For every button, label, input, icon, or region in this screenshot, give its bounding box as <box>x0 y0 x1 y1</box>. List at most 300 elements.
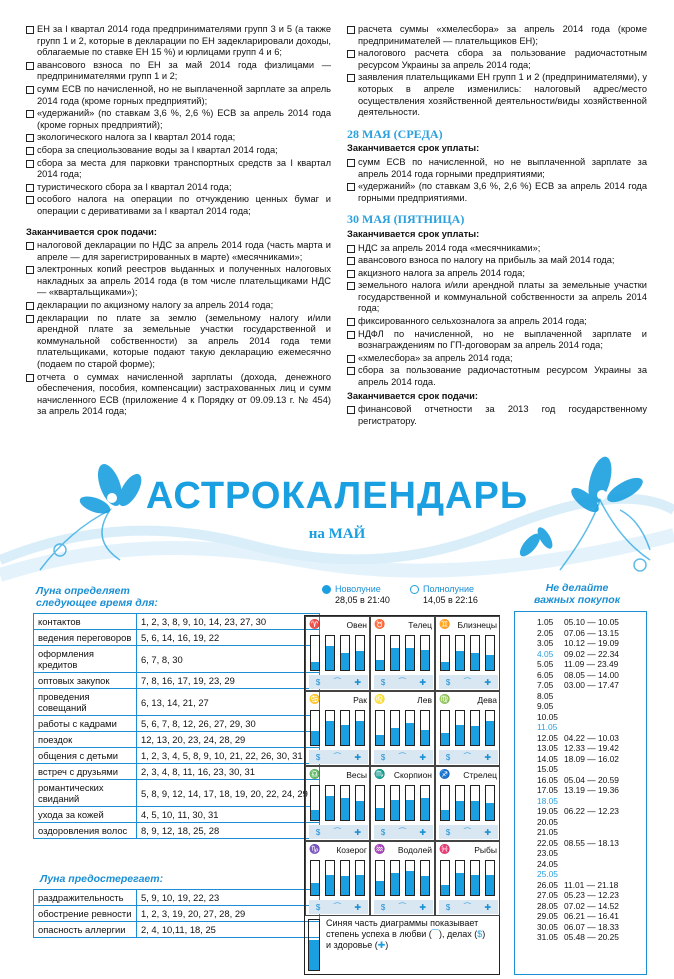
checkbox-icon <box>347 26 355 34</box>
zodiac-cell <box>435 841 500 916</box>
zodiac-bar-business <box>455 860 465 896</box>
zodiac-bar-fill <box>486 721 494 745</box>
zodiac-bar-love <box>375 710 385 746</box>
moon-favorable-title-line2: следующее время для: <box>36 597 158 609</box>
zodiac-sign-icon: ♐ <box>439 769 451 779</box>
zodiac-bar-extra <box>420 785 430 821</box>
moon-warning-title: Луна предостерегает: <box>40 873 164 885</box>
shopping-date: 15.05 <box>537 764 558 774</box>
zodiac-bar-health <box>340 710 350 746</box>
moon-favorable-title <box>36 585 158 609</box>
zodiac-icons-row <box>374 825 433 839</box>
zodiac-sign-icon: ♌ <box>374 694 386 704</box>
shopping-time: 10.12 — 19.09 <box>564 638 619 648</box>
moon-row <box>34 748 320 764</box>
zodiac-bar-business <box>325 785 335 821</box>
zodiac-bar-extra <box>420 635 430 671</box>
checkbox-icon <box>26 134 34 142</box>
zodiac-bar-fill <box>326 646 334 670</box>
zodiac-header <box>439 694 499 706</box>
checklist-item <box>26 313 331 371</box>
shopping-row <box>537 848 646 859</box>
shopping-row <box>537 806 646 817</box>
zodiac-header <box>439 844 499 856</box>
zodiac-bar-business <box>325 710 335 746</box>
zodiac-sign-icon: ♒ <box>374 844 386 854</box>
love-icon: ⁀ <box>334 827 341 837</box>
moon-row-label: проведения совещаний <box>34 689 137 716</box>
shopping-row <box>537 859 646 870</box>
shopping-time <box>564 691 646 702</box>
moon-row-days: 4, 5, 10, 11, 30, 31 <box>137 807 320 823</box>
shopping-row <box>537 817 646 828</box>
zodiac-cell <box>305 841 370 916</box>
checkbox-icon <box>347 270 355 278</box>
zodiac-sign-name: Лев <box>417 695 432 705</box>
checklist-item <box>347 255 647 267</box>
business-icon: $ <box>315 752 321 762</box>
checklist-item <box>347 24 647 47</box>
shopping-time: 11.09 — 23.49 <box>564 659 619 669</box>
shopping-row <box>537 764 646 775</box>
zodiac-icons-row <box>374 900 433 914</box>
checklist-text: декларации по акцизному налогу за апрель 2014 года; <box>37 300 274 311</box>
shopping-date: 31.05 <box>537 932 558 942</box>
zodiac-header <box>309 694 369 706</box>
shopping-date: 30.05 <box>537 921 558 932</box>
zodiac-header <box>439 769 499 781</box>
checkbox-icon <box>347 282 355 290</box>
zodiac-bar-extra <box>485 860 495 896</box>
checklist-item <box>26 182 331 194</box>
shopping-date: 10.05 <box>537 711 558 722</box>
health-icon: ✚ <box>484 827 492 837</box>
zodiac-cell <box>435 616 500 691</box>
health-icon: ✚ <box>484 902 492 912</box>
zodiac-bars <box>440 860 497 896</box>
checkbox-icon <box>26 62 34 70</box>
shopping-date: 27.05 <box>537 890 558 900</box>
zodiac-bar-business <box>455 710 465 746</box>
checklist-text: экологического налога за I квартал 2014 года; <box>37 132 236 143</box>
zodiac-bar-business <box>455 635 465 671</box>
moon-row-days: 2, 3, 4, 8, 11, 16, 23, 30, 31 <box>137 764 320 780</box>
shopping-time: 06.07 — 18.33 <box>564 921 619 932</box>
shopping-date: 29.05 <box>537 911 558 921</box>
shopping-row <box>537 754 646 765</box>
zodiac-bar-business <box>390 860 400 896</box>
business-icon: $ <box>315 677 321 687</box>
zodiac-cell <box>305 691 370 766</box>
shopping-time <box>564 848 646 859</box>
checklist-item <box>26 145 331 157</box>
checklist-text: сбора за пользование радиочастотным ресурсом Украины за апрель 2014 года. <box>358 365 647 388</box>
moon-row <box>34 764 320 780</box>
zodiac-bar-extra <box>355 785 365 821</box>
moon-row-days: 1, 2, 3, 19, 20, 27, 28, 29 <box>137 906 320 922</box>
checklist-item <box>347 353 647 365</box>
shopping-row <box>537 659 646 670</box>
moon-row-label: ведения переговоров <box>34 630 137 646</box>
love-icon: ⁀ <box>334 677 341 687</box>
shopping-date: 8.05 <box>537 690 554 701</box>
shopping-row <box>537 796 646 807</box>
shopping-time <box>564 796 646 807</box>
love-icon: ⁀ <box>464 827 471 837</box>
moon-favorable-table <box>33 613 320 839</box>
zodiac-legend <box>304 915 500 975</box>
zodiac-bars <box>440 785 497 821</box>
new-moon-label: Новолуние <box>335 584 381 594</box>
right-column <box>347 24 647 428</box>
zodiac-sign-icon: ♋ <box>309 694 321 704</box>
checkbox-icon <box>26 196 34 204</box>
zodiac-bars <box>375 635 432 671</box>
shopping-time: 05.48 — 20.25 <box>564 932 619 942</box>
moon-row <box>34 614 320 630</box>
moon-row-days: 5, 9, 10, 19, 22, 23 <box>137 890 320 906</box>
moon-row-label: обострение ревности <box>34 906 137 922</box>
zodiac-bar-fill <box>471 875 479 895</box>
checkbox-icon <box>26 242 34 250</box>
moon-warning-table <box>33 889 320 938</box>
shopping-row <box>537 680 646 691</box>
shopping-row <box>537 785 646 796</box>
zodiac-bar-health <box>405 635 415 671</box>
zodiac-bar-fill <box>356 721 364 745</box>
moon-row-days: 5, 8, 9, 12, 14, 17, 18, 19, 20, 22, 24, 29 <box>137 780 320 807</box>
zodiac-bar-extra <box>485 785 495 821</box>
checklist-text: сумм ЕСВ по начисленной, но не выплаченной зарплате за апрель 2014 года горными предприятиями; <box>358 156 647 179</box>
moon-row <box>34 716 320 732</box>
zodiac-bar-health <box>340 785 350 821</box>
business-icon: $ <box>445 677 451 687</box>
checkbox-icon <box>26 315 34 323</box>
zodiac-bar-fill <box>376 735 384 745</box>
shopping-date: 4.05 <box>537 648 554 659</box>
zodiac-sign-icon: ♏ <box>374 769 386 779</box>
moon-row-label: опасность аллергии <box>34 922 137 938</box>
zodiac-bar-fill <box>341 876 349 895</box>
zodiac-bar-fill <box>471 726 479 745</box>
full-moon <box>410 584 478 605</box>
checklist-item <box>26 24 331 59</box>
shopping-date: 1.05 <box>537 617 554 627</box>
shopping-time: 06.22 — 12.23 <box>564 806 619 816</box>
zodiac-bar-extra <box>355 635 365 671</box>
checklist-item <box>347 329 647 352</box>
checkbox-icon <box>347 74 355 82</box>
moon-row <box>34 890 320 906</box>
zodiac-bar-fill <box>341 725 349 745</box>
shopping-row <box>537 922 646 933</box>
zodiac-bar-health <box>405 710 415 746</box>
love-icon: ⁀ <box>334 752 341 762</box>
may30-heading: 30 МАЯ (ПЯТНИЦА) <box>347 212 465 227</box>
zodiac-bar-love <box>375 635 385 671</box>
shopping-time: 12.33 — 19.42 <box>564 743 619 753</box>
shopping-date: 28.05 <box>537 900 558 911</box>
moon-row-label: раздражительность <box>34 890 137 906</box>
moon-row-days: 1, 2, 3, 8, 9, 10, 14, 23, 27, 30 <box>137 614 320 630</box>
zodiac-bar-fill <box>391 648 399 670</box>
zodiac-header <box>309 619 369 631</box>
zodiac-bar-love <box>440 860 450 896</box>
zodiac-bars <box>310 710 367 746</box>
may28-payment-heading: Заканчивается срок уплаты: <box>347 143 480 154</box>
zodiac-bar-fill <box>326 796 334 820</box>
shopping-time: 06.21 — 16.41 <box>564 911 619 921</box>
zodiac-sign-name: Стрелец <box>463 770 497 780</box>
business-icon: $ <box>380 827 386 837</box>
zodiac-bar-love <box>310 635 320 671</box>
checklist-text: авансового взноса по ЕН за май 2014 года физлицами — предпринимателями групп 1 и 2; <box>37 59 331 82</box>
zodiac-bars <box>440 710 497 746</box>
love-icon: ⁀ <box>464 902 471 912</box>
zodiac-bar-fill <box>326 875 334 895</box>
zodiac-bar-fill <box>311 662 319 671</box>
checklist-item <box>347 157 647 180</box>
checkbox-icon <box>347 367 355 375</box>
zodiac-bars <box>375 785 432 821</box>
zodiac-sign-name: Водолей <box>397 845 432 855</box>
checkbox-icon <box>347 183 355 191</box>
checklist-item <box>26 132 331 144</box>
shopping-row <box>537 743 646 754</box>
zodiac-icons-row <box>374 750 433 764</box>
zodiac-bars <box>375 710 432 746</box>
shopping-date: 24.05 <box>537 858 558 869</box>
moon-row-days: 12, 13, 20, 23, 24, 28, 29 <box>137 732 320 748</box>
shopping-time: 08.05 — 14.00 <box>564 669 619 680</box>
moon-row-days: 5, 6, 14, 16, 19, 22 <box>137 630 320 646</box>
shopping-time: 03.00 — 17.47 <box>564 680 619 690</box>
zodiac-header <box>374 619 434 631</box>
shopping-date: 5.05 <box>537 659 554 669</box>
moon-row-label: романтических свиданий <box>34 780 137 807</box>
may30-list <box>347 243 647 389</box>
zodiac-bar-extra <box>485 710 495 746</box>
health-icon: ✚ <box>377 940 386 950</box>
checklist-item <box>347 268 647 280</box>
health-icon: ✚ <box>419 677 427 687</box>
zodiac-bar-health <box>340 860 350 896</box>
zodiac-icons-row <box>309 900 368 914</box>
love-icon: ⁀ <box>399 677 406 687</box>
zodiac-sign-name: Дева <box>477 695 497 705</box>
zodiac-bar-love <box>440 635 450 671</box>
shopping-date: 20.05 <box>537 816 558 827</box>
floral-decoration <box>0 450 674 590</box>
zodiac-header <box>309 844 369 856</box>
moon-row-days: 7, 8, 16, 17, 19, 23, 29 <box>137 673 320 689</box>
health-icon: ✚ <box>354 677 362 687</box>
checklist-text: земельного налога и/или арендной платы за земельные участки государственной и коммунальной собственности за апрель 2014 года; <box>358 280 647 314</box>
zodiac-bar-love <box>310 860 320 896</box>
zodiac-bar-extra <box>355 860 365 896</box>
zodiac-sign-name: Телец <box>408 620 432 630</box>
moon-row <box>34 922 320 938</box>
zodiac-bar-health <box>470 635 480 671</box>
checkbox-icon <box>347 257 355 265</box>
checklist-text: налогового расчета сбора за пользование радиочастотным ресурсом Украины за апрель 2014 года; <box>358 48 647 70</box>
shopping-time <box>564 712 646 723</box>
zodiac-bar-fill <box>376 881 384 895</box>
checkbox-icon <box>26 266 34 274</box>
astro-title: АСТРОКАЛЕНДАРЬ <box>145 475 529 517</box>
checklist-item <box>347 316 647 328</box>
checklist-text: декларации по плате за землю (земельному налогу и/или арендной плате за земельные участки государственной и коммунальной собственности) за апрель 2014 года теми плательщиками, которые подают такую декларацию ежемесячно (подаем по старой форме); <box>37 312 331 370</box>
zodiac-cell <box>435 691 500 766</box>
zodiac-bar-fill <box>341 798 349 820</box>
checkbox-icon <box>26 374 34 382</box>
zodiac-bar-fill <box>391 800 399 820</box>
legend-line2: степень успеха в любви (⁀), делах ($) <box>326 929 486 939</box>
shopping-table <box>514 611 647 975</box>
zodiac-bar-fill <box>376 660 384 670</box>
shopping-date: 9.05 <box>537 701 554 711</box>
zodiac-bar-love <box>375 785 385 821</box>
zodiac-bar-extra <box>420 860 430 896</box>
business-icon: $ <box>315 827 321 837</box>
checkbox-icon <box>347 50 355 58</box>
love-icon: ⁀ <box>464 752 471 762</box>
zodiac-icons-row <box>439 750 498 764</box>
shopping-time <box>564 859 646 870</box>
checklist-text: особого налога на операции по отчуждению ценных бумаг и операции с деривативами за I квартал 2014 года; <box>37 194 331 216</box>
shopping-time: 09.02 — 22.34 <box>564 648 619 659</box>
business-icon: $ <box>380 752 386 762</box>
moon-row-days: 6, 7, 8, 30 <box>137 646 320 673</box>
shopping-time: 05.23 — 12.23 <box>564 890 619 900</box>
shopping-row <box>537 638 646 649</box>
moon-row-label: встреч с друзьями <box>34 764 137 780</box>
moon-row <box>34 732 320 748</box>
new-moon-icon <box>322 585 331 594</box>
zodiac-bar-business <box>390 785 400 821</box>
moon-row-label: оптовых закупок <box>34 673 137 689</box>
zodiac-sign-name: Рыбы <box>474 845 497 855</box>
shopping-row <box>537 712 646 723</box>
checklist-item <box>347 243 647 255</box>
shopping-date: 14.05 <box>537 753 558 764</box>
zodiac-sign-icon: ♉ <box>374 619 386 629</box>
moon-row <box>34 807 320 823</box>
shopping-time <box>564 869 646 880</box>
health-icon: ✚ <box>354 827 362 837</box>
zodiac-bar-fill <box>471 653 479 670</box>
shopping-title <box>516 582 638 606</box>
shopping-title-line2: важных покупок <box>533 594 621 606</box>
zodiac-sign-icon: ♑ <box>309 844 321 854</box>
zodiac-cell <box>305 616 370 691</box>
zodiac-sign-icon: ♊ <box>439 619 451 629</box>
zodiac-bar-health <box>340 635 350 671</box>
shopping-time <box>564 827 646 838</box>
moon-row <box>34 906 320 922</box>
checklist-item <box>26 372 331 418</box>
zodiac-bar-fill <box>486 655 494 670</box>
left-top-list <box>26 24 331 218</box>
zodiac-bars <box>440 635 497 671</box>
may30-payment-heading: Заканчивается срок уплаты: <box>347 228 480 239</box>
checklist-item <box>347 72 647 118</box>
legend-line3: и здоровье (✚) <box>326 940 389 950</box>
shopping-date: 12.05 <box>537 732 558 743</box>
checkbox-icon <box>26 160 34 168</box>
checkbox-icon <box>347 331 355 339</box>
zodiac-cell <box>370 616 435 691</box>
shopping-row <box>537 691 646 702</box>
checklist-text: авансового взноса по налогу на прибыль за май 2014 года; <box>358 255 615 266</box>
shopping-row <box>537 628 646 639</box>
health-icon: ✚ <box>354 752 362 762</box>
zodiac-sign-icon: ♈ <box>309 619 321 629</box>
health-icon: ✚ <box>419 827 427 837</box>
health-icon: ✚ <box>484 677 492 687</box>
shopping-row <box>537 701 646 712</box>
zodiac-bar-fill <box>421 798 429 820</box>
checklist-text: заявления плательщиками ЕН групп 1 и 2 (предпринимателями), у которых в апреле изменились: налоговый адрес/место осуществления хозяйственной деятельности/виды хозяйственной деятельности. <box>358 72 647 118</box>
moon-row-label: поездок <box>34 732 137 748</box>
checklist-item <box>347 280 647 315</box>
zodiac-bar-health <box>470 785 480 821</box>
zodiac-sign-name: Весы <box>346 770 367 780</box>
checkbox-icon <box>347 406 355 414</box>
zodiac-sign-name: Скорпион <box>393 770 432 780</box>
checkbox-icon <box>26 147 34 155</box>
zodiac-bar-fill <box>311 883 319 895</box>
shopping-row <box>537 827 646 838</box>
moon-row-label: общения с детьми <box>34 748 137 764</box>
checkbox-icon <box>347 159 355 167</box>
zodiac-sign-name: Козерог <box>336 845 367 855</box>
shopping-row <box>537 733 646 744</box>
checklist-text: «удержаний» (по ставкам 3,6 %, 2,6 %) ЕСВ за апрель 2014 года горными предприятиями. <box>358 181 647 203</box>
shopping-date: 2.05 <box>537 627 554 638</box>
zodiac-header <box>374 844 434 856</box>
zodiac-bar-business <box>325 635 335 671</box>
checklist-text: сбора за специользование воды за I квартал 2014 года; <box>37 144 278 155</box>
health-icon: ✚ <box>484 752 492 762</box>
zodiac-bar-fill <box>456 651 464 670</box>
shopping-date: 19.05 <box>537 806 558 816</box>
checkbox-icon <box>26 26 34 34</box>
shopping-row <box>537 617 646 628</box>
checkbox-icon <box>26 184 34 192</box>
checklist-item <box>26 60 331 83</box>
shopping-row <box>537 838 646 849</box>
moon-row <box>34 780 320 807</box>
shopping-date: 16.05 <box>537 774 558 785</box>
zodiac-bar-fill <box>421 650 429 670</box>
may30-submission-heading: Заканчивается срок подачи: <box>347 390 478 401</box>
zodiac-bar-extra <box>355 710 365 746</box>
moon-row-label: оформления кредитов <box>34 646 137 673</box>
checklist-text: электронных копий реестров выданных и полученных налоговых накладных за апрель 2014 года (в том числе плательщиками НДС — «квартальщиками»); <box>37 264 331 298</box>
zodiac-bars <box>375 860 432 896</box>
legend-line1: Синяя часть диаграммы показывает <box>326 918 479 928</box>
zodiac-cell <box>370 841 435 916</box>
zodiac-bars <box>310 635 367 671</box>
zodiac-header <box>374 694 434 706</box>
shopping-date: 3.05 <box>537 638 554 648</box>
zodiac-bar-fill <box>441 810 449 820</box>
zodiac-bar-fill <box>326 721 334 745</box>
shopping-time <box>564 764 646 775</box>
zodiac-cell <box>435 766 500 841</box>
love-icon: ⁀ <box>431 929 440 939</box>
